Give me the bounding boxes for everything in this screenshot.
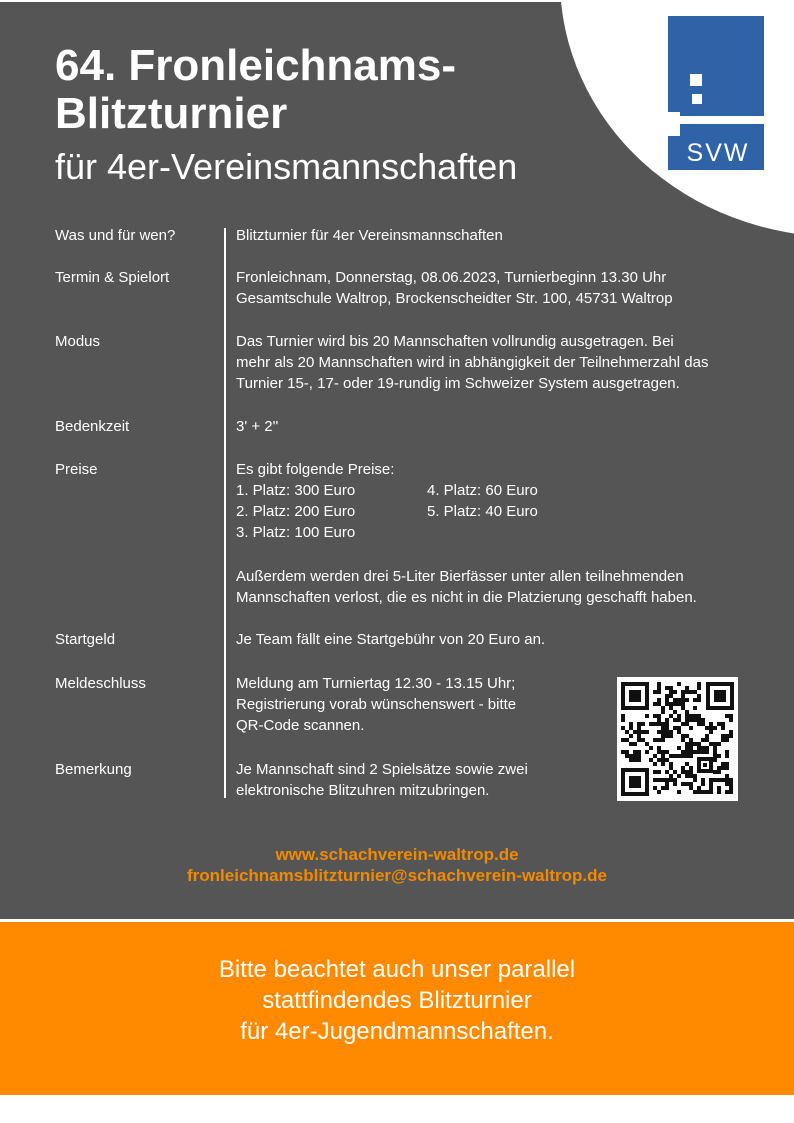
value-line: Gesamtschule Waltrop, Brockenscheidter Str. 100, 45731 Waltrop [236,290,673,307]
contact-links [0,844,794,886]
value-line: 3' + 2'' [236,418,279,435]
prize-item: 5. Platz: 40 Euro [427,503,538,520]
info-panel [0,2,794,919]
value-bedenkzeit [236,416,278,437]
label-meldeschluss: Meldeschluss [55,675,146,692]
value-preise [236,459,394,480]
prize-column-1 [236,480,356,541]
value-line: Je Mannschaft sind 2 Spielsätze sowie zwei [236,761,528,778]
prize-item: 4. Platz: 60 Euro [427,482,538,499]
website-link[interactable]: www.schachverein-waltrop.de [275,845,519,864]
label-termin: Termin & Spielort [55,269,170,286]
value-startgeld [236,629,545,650]
notice-line: für 4er-Jugendmannschaften. [240,1018,554,1045]
registration-qr-code[interactable] [617,677,738,801]
label-bemerkung: Bemerkung [55,761,132,778]
prize-item: 2. Platz: 200 Euro [236,503,356,520]
value-line: Turnier 15-, 17- oder 19-rundig im Schweizer System ausgetragen. [236,375,680,392]
qr-code-icon [617,677,738,801]
label-was: Was und für wen? [55,227,176,244]
column-divider [224,228,226,798]
value-line: Fronleichnam, Donnerstag, 08.06.2023, Turnierbeginn 13.30 Uhr [236,269,667,286]
notice-line: stattfindendes Blitzturnier [262,987,532,1014]
value-line: Blitzturnier für 4er Vereinsmannschaften [236,227,503,244]
value-line: Mannschaften verlost, die es nicht in die Platzierung geschafft haben. [236,589,697,606]
value-line: Je Team fällt eine Startgebühr von 20 Euro an. [236,631,546,648]
email-link[interactable]: fronleichnamsblitzturnier@schachverein-waltrop.de [187,866,607,885]
svw-logo-icon [668,16,764,170]
prize-list [236,480,576,543]
value-meldeschluss [236,673,516,736]
value-line: Außerdem werden drei 5-Liter Bierfässer unter allen teilnehmenden [236,568,684,585]
prize-extra [236,566,697,608]
value-line: QR-Code scannen. [236,717,365,734]
prize-column-2 [427,480,538,520]
label-bedenkzeit: Bedenkzeit [55,418,130,435]
value-line: mehr als 20 Mannschaften wird in abhängigkeit der Teilnehmerzahl das [236,354,709,371]
prize-item: 3. Platz: 100 Euro [236,524,356,541]
page-subtitle: für 4er-Vereinsmannschaften [55,146,518,187]
prize-intro: Es gibt folgende Preise: [236,461,395,478]
value-line: Meldung am Turniertag 12.30 - 13.15 Uhr; [236,675,516,692]
value-line: Das Turnier wird bis 20 Mannschaften vollrundig ausgetragen. Bei [236,333,674,350]
label-startgeld: Startgeld [55,631,116,648]
title-line-1: 64. Fronleichnams- [55,41,457,90]
value-line: Registrierung vorab wünschenswert - bitte [236,696,517,713]
value-line: elektronische Blitzuhren mitzubringen. [236,782,490,799]
label-modus: Modus [55,333,101,350]
logo-text: SVW [686,139,750,167]
label-preise: Preise [55,461,98,478]
title-line-2: Blitzturnier [55,89,288,138]
value-termin [236,267,673,309]
notice-text [0,954,794,1047]
notice-line: Bitte beachtet auch unser parallel [218,956,576,983]
prize-item: 1. Platz: 300 Euro [236,482,356,499]
page-title [55,42,456,138]
value-bemerkung [236,759,528,801]
value-was [236,225,503,246]
value-modus [236,331,709,394]
